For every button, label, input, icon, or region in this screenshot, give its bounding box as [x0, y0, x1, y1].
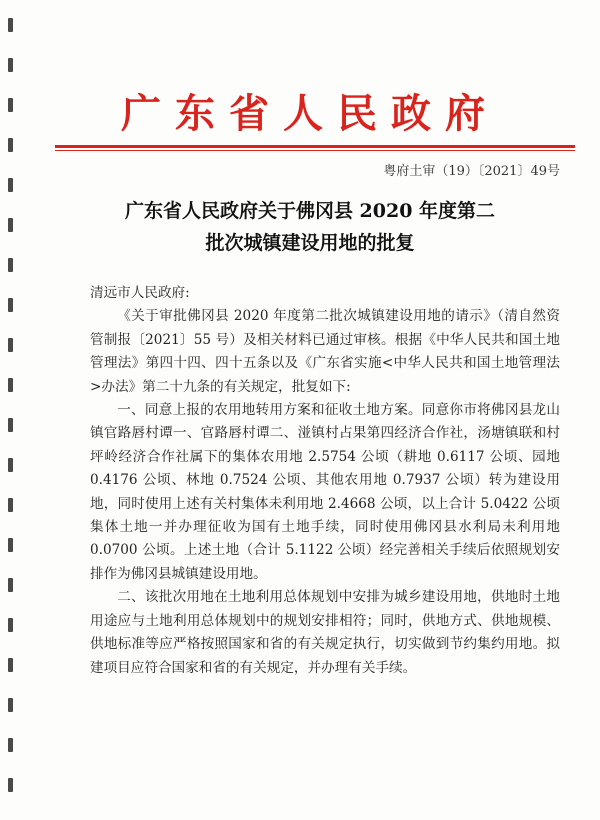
binding-hole [8, 298, 13, 312]
org-title: 广东省人民政府 [121, 90, 499, 137]
binding-hole [8, 458, 13, 472]
binding-hole [8, 738, 13, 752]
binding-hole [8, 658, 13, 672]
binding-hole [8, 338, 13, 352]
document-title-line: 批次城镇建设用地的批复 [205, 232, 415, 254]
binding-hole [8, 258, 13, 272]
binding-hole [8, 378, 13, 392]
binding-hole [8, 178, 13, 192]
binding-hole [8, 778, 13, 792]
binding-hole [8, 138, 13, 152]
binding-hole [8, 618, 13, 632]
binding-hole [8, 98, 13, 112]
document-title [70, 195, 550, 259]
binding-hole [8, 498, 13, 512]
binding-strip [0, 0, 22, 820]
binding-hole [8, 698, 13, 712]
body-paragraph: 《关于审批佛冈县 2020 年度第二批次城镇建设用地的请示》（清自然资管制报〔2021〕55 号）及相关材料已通过审核。根据《中华人民共和国土地管理法》第四十四、四十五条以及《广东省实施<中华人民共和国土地管理法>办法》第二十九条的有关规定，批复如下: [90, 308, 560, 395]
binding-hole [8, 218, 13, 232]
binding-hole [8, 418, 13, 432]
document-title-line: 广东省人民政府关于佛冈县 2020 年度第二 [124, 200, 496, 222]
header-divider-thick [55, 145, 575, 148]
header-divider-thin [55, 150, 575, 151]
document-body [90, 282, 560, 680]
body-paragraph: 一、同意上报的农用地转用方案和征收土地方案。同意你市将佛冈县龙山镇官路唇村谭一、官路唇村谭二、湴镇村占果第四经济合作社，汤塘镇联和村坪岭经济合作社属下的集体农用地 2.5754 公顷（耕地 0.6117 公顷、园地 0.4176 公顷、林地 0.7524 公顷、其他农用地 0.7937 公顷）转为建设用地，同时使用上述有关村集体未利用地 2.4668 公顷，以上合计 5.0422 公顷集体土地一并办理征收为国有土地手续，同时使用佛冈县水利局未利用地 0.0700 公顷。上述土地（合计 5.1122 公顷）经完善相关手续后依照规划安排作为佛冈县城镇建设用地。 [90, 402, 560, 582]
addressee: 清远市人民政府: [90, 285, 190, 301]
document-number: 粤府土审（19）〔2021〕49号 [383, 164, 560, 179]
body-paragraph: 二、该批次用地在土地利用总体规划中安排为城乡建设用地，供地时土地用途应与土地利用总体规划中的规划安排相符；同时，供地方式、供地规模、供地标准等应严格按照国家和省的有关规定执行，切实做到节约集约用地。拟建项目应符合国家和省的有关规定，并办理有关手续。 [90, 589, 560, 676]
binding-hole [8, 18, 13, 32]
binding-hole [8, 58, 13, 72]
binding-hole [8, 578, 13, 592]
binding-hole [8, 538, 13, 552]
